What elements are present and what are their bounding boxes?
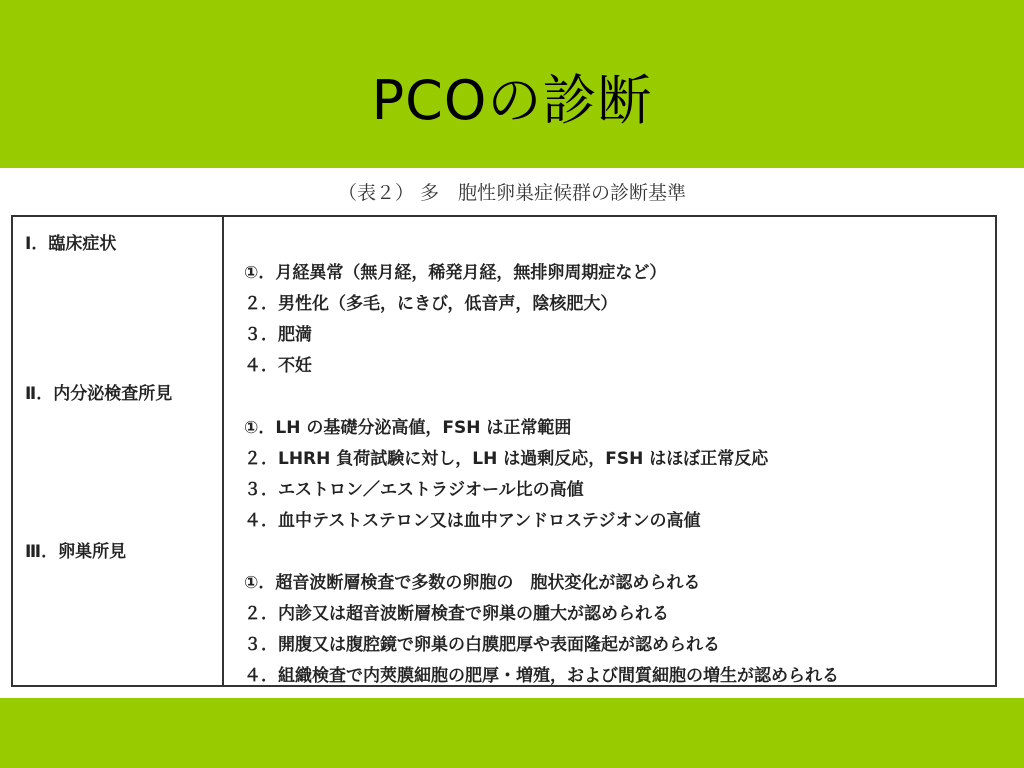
criteria-item: ２．LHRH 負荷試験に対し，LH は過剰反応，FSH はほぼ正常反応 xyxy=(244,449,769,469)
criteria-column xyxy=(224,217,995,685)
section-heading-clinical: Ⅰ．臨床症状 xyxy=(25,234,117,254)
section-heading-ovarian: Ⅲ．卵巣所見 xyxy=(25,542,127,562)
criteria-item: ２．男性化（多毛，にきび，低音声，陰核肥大） xyxy=(244,294,618,314)
criteria-table xyxy=(11,215,997,687)
criteria-item: ３．エストロン／エストラジオール比の高値 xyxy=(244,480,584,500)
criteria-item: ４．血中テストステロン又は血中アンドロステジオンの高値 xyxy=(244,511,701,531)
criteria-item: ３．肥満 xyxy=(244,325,312,345)
criteria-item: ①．超音波断層検査で多数の卵胞の 胞状変化が認められる xyxy=(244,573,701,593)
criteria-item: ３．開腹又は腹腔鏡で卵巣の白膜肥厚や表面隆起が認められる xyxy=(244,635,720,655)
table-caption: （表２） 多 胞性卵巣症候群の診断基準 xyxy=(337,182,687,204)
criteria-item: ４．不妊 xyxy=(244,356,312,376)
category-column xyxy=(13,217,222,685)
criteria-item: ４．組織検査で内莢膜細胞の肥厚・増殖，および間質細胞の増生が認められる xyxy=(244,666,839,686)
criteria-item: ①．LH の基礎分泌高値，FSH は正常範囲 xyxy=(244,418,572,438)
section-heading-endocrine: Ⅱ．内分泌検査所見 xyxy=(25,384,173,404)
criteria-table-image xyxy=(0,168,1024,698)
slide-title: PCOの診断 xyxy=(371,69,653,132)
criteria-item: ①．月経異常（無月経，稀発月経，無排卵周期症など） xyxy=(244,263,667,283)
criteria-item: ２．内診又は超音波断層検査で卵巣の腫大が認められる xyxy=(244,604,669,624)
